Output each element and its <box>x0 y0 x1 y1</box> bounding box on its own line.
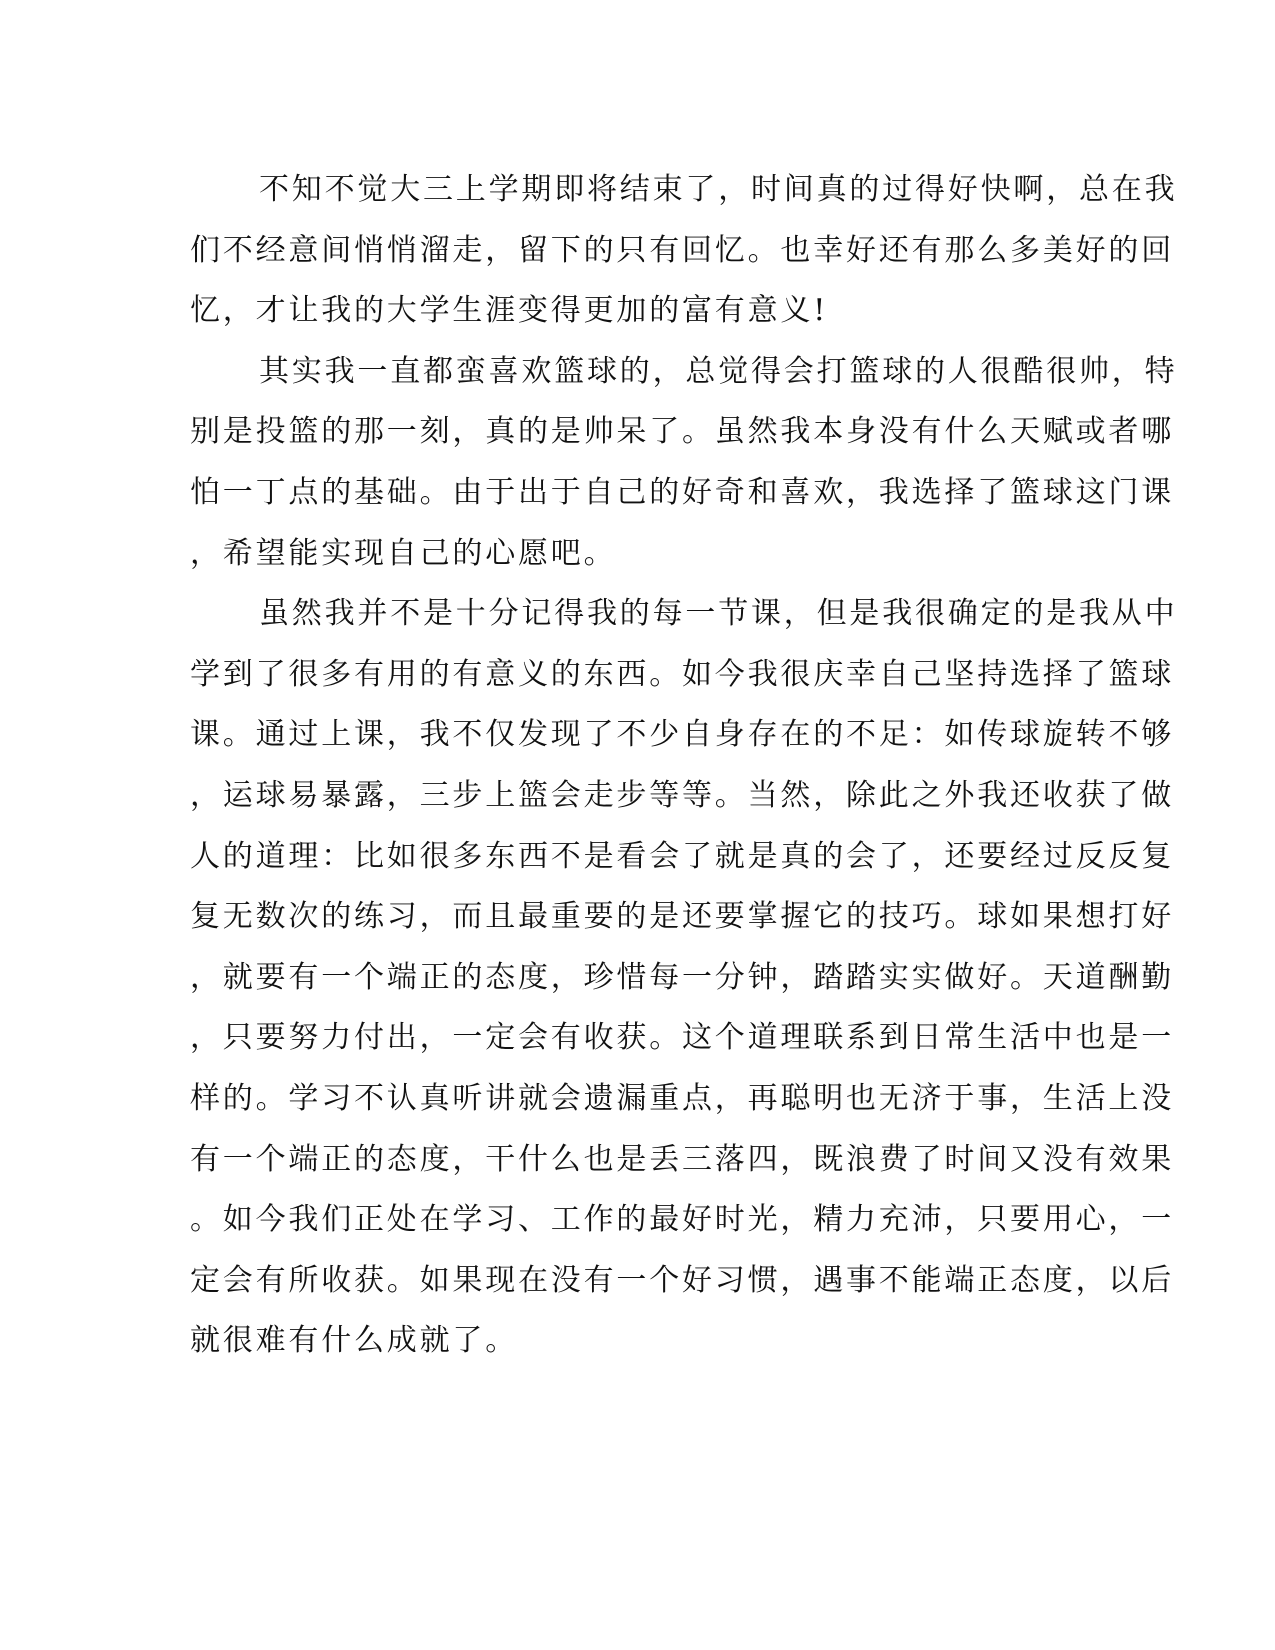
paragraph-3-line-13: 就很难有什么成就了。 <box>190 1323 518 1359</box>
paragraph-3-line-10: 有一个端正的态度，干什么也是丢三落四，既浪费了时间又没有效果 <box>190 1141 1174 1177</box>
paragraph-3-line-7: ，就要有一个端正的态度，珍惜每一分钟，踏踏实实做好。天道酬勤 <box>190 959 1174 995</box>
paragraph-1-line-3: 忆，才让我的大学生涯变得更加的富有意义! <box>190 293 829 329</box>
paragraph-1-line-1: 不知不觉大三上学期即将结束了，时间真的过得好快啊，总在我 <box>259 172 1178 207</box>
paragraph-2-line-1: 其实我一直都蛮喜欢篮球的，总觉得会打篮球的人很酷很帅，特 <box>259 353 1178 389</box>
paragraph-3-line-6: 复无数次的练习，而且最重要的是还要掌握它的技巧。球如果想打好 <box>190 899 1174 935</box>
paragraph-3-line-4: ，运球易暴露，三步上篮会走步等等。当然，除此之外我还收获了做 <box>190 777 1174 813</box>
paragraph-3-line-3: 课。通过上课，我不仅发现了不少自身存在的不足：如传球旋转不够 <box>190 717 1174 753</box>
paragraph-3-line-2: 学到了很多有用的有意义的东西。如今我很庆幸自己坚持选择了篮球 <box>190 656 1174 692</box>
paragraph-3-line-8: ，只要努力付出，一定会有收获。这个道理联系到日常生活中也是一 <box>190 1020 1174 1056</box>
paragraph-3-line-1: 虽然我并不是十分记得我的每一节课，但是我很确定的是我从中 <box>259 596 1178 632</box>
paragraph-3-line-12: 定会有所收获。如果现在没有一个好习惯，遇事不能端正态度，以后 <box>190 1262 1174 1298</box>
body-text <box>190 160 1178 1372</box>
paragraph-3-line-11: 。如今我们正处在学习、工作的最好时光，精力充沛，只要用心，一 <box>190 1202 1174 1238</box>
paragraph-2-line-4: ，希望能实现自己的心愿吧。 <box>190 535 617 571</box>
paragraph-2-line-3: 怕一丁点的基础。由于出于自己的好奇和喜欢，我选择了篮球这门课 <box>190 474 1174 510</box>
paragraph-3-line-9: 样的。学习不认真听讲就会遗漏重点，再聪明也无济于事，生活上没 <box>190 1080 1174 1116</box>
paragraph-3-line-5: 人的道理：比如很多东西不是看会了就是真的会了，还要经过反反复 <box>190 838 1174 874</box>
paragraph-2-line-2: 别是投篮的那一刻，真的是帅呆了。虽然我本身没有什么天赋或者哪 <box>190 414 1174 450</box>
paragraph-1-line-2: 们不经意间悄悄溜走，留下的只有回忆。也幸好还有那么多美好的回 <box>190 232 1174 268</box>
